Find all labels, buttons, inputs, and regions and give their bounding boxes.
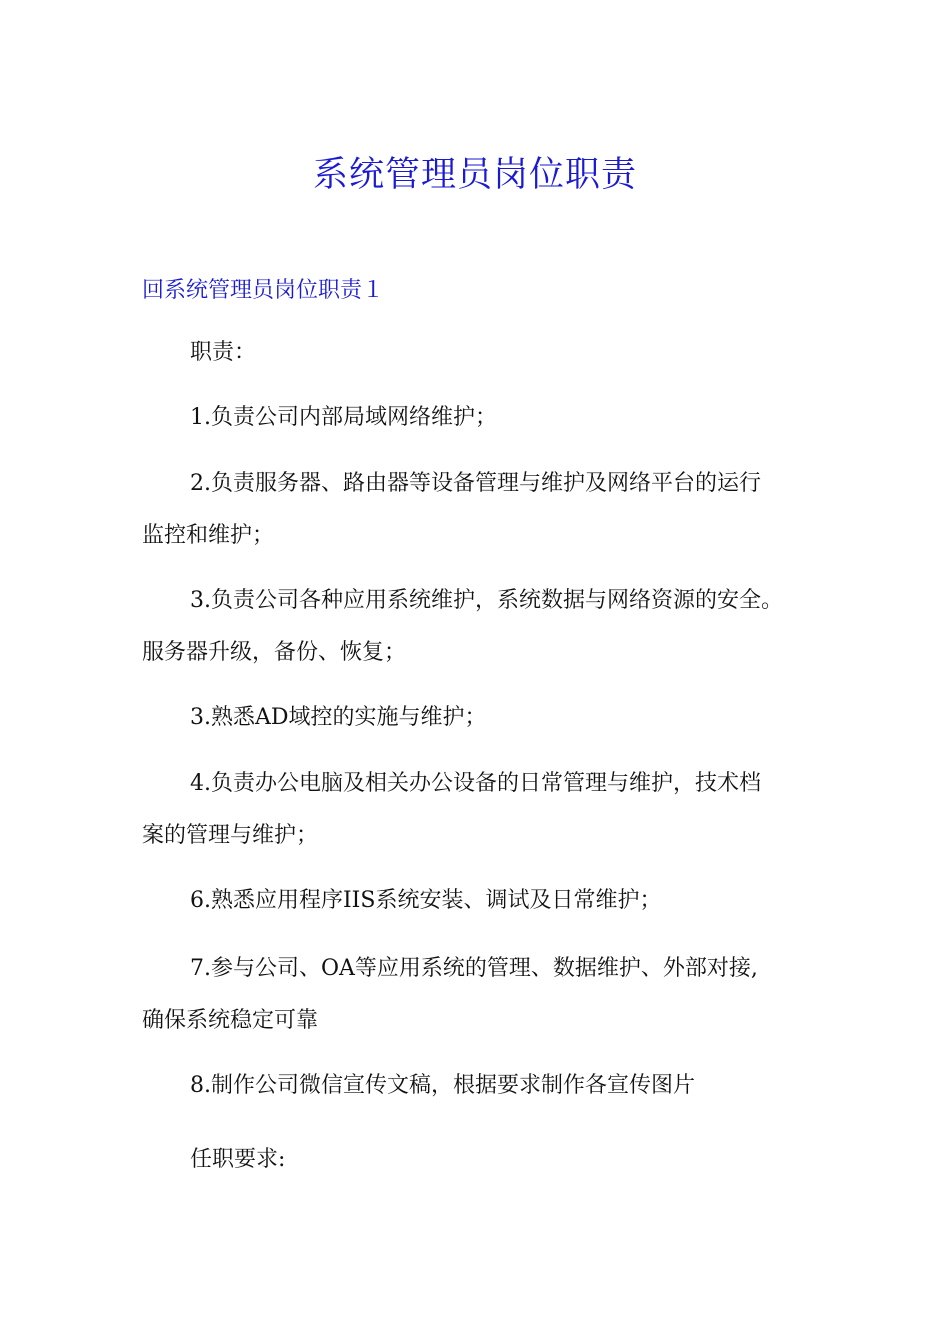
duty-item-3b: 3.熟悉AD域控的实施与维护；	[190, 705, 487, 730]
duty-item-7-line1: 7.参与公司、OA等应用系统的管理、数据维护、外部对接,	[190, 956, 758, 981]
duty-item-8: 8.制作公司微信宣传文稿，根据要求制作各宣传图片	[190, 1073, 695, 1098]
duty-item-2-line2: 监控和维护；	[142, 523, 275, 548]
duty-item-2-line1: 2.负责服务器、路由器等设备管理与维护及网络平台的运行	[190, 471, 761, 496]
duty-item-4-line2: 案的管理与维护；	[142, 823, 319, 848]
duty-item-6: 6.熟悉应用程序IIS系统安装、调试及日常维护；	[190, 888, 662, 913]
duty-item-1: 1.负责公司内部局域网络维护；	[190, 405, 497, 430]
duty-item-4-line1: 4.负责办公电脑及相关办公设备的日常管理与维护，技术档	[190, 771, 761, 796]
duty-item-3a-line2: 服务器升级，备份、恢复；	[142, 640, 407, 665]
section-heading: 回系统管理员岗位职责１	[142, 278, 385, 303]
duties-label: 职责：	[190, 340, 257, 365]
document-title: 系统管理员岗位职责	[312, 155, 637, 195]
duty-item-7-line2: 确保系统稳定可靠	[142, 1008, 319, 1033]
duty-item-3a-line1: 3.负责公司各种应用系统维护，系统数据与网络资源的安全。	[190, 588, 783, 613]
requirements-label: 任职要求:	[190, 1147, 286, 1172]
